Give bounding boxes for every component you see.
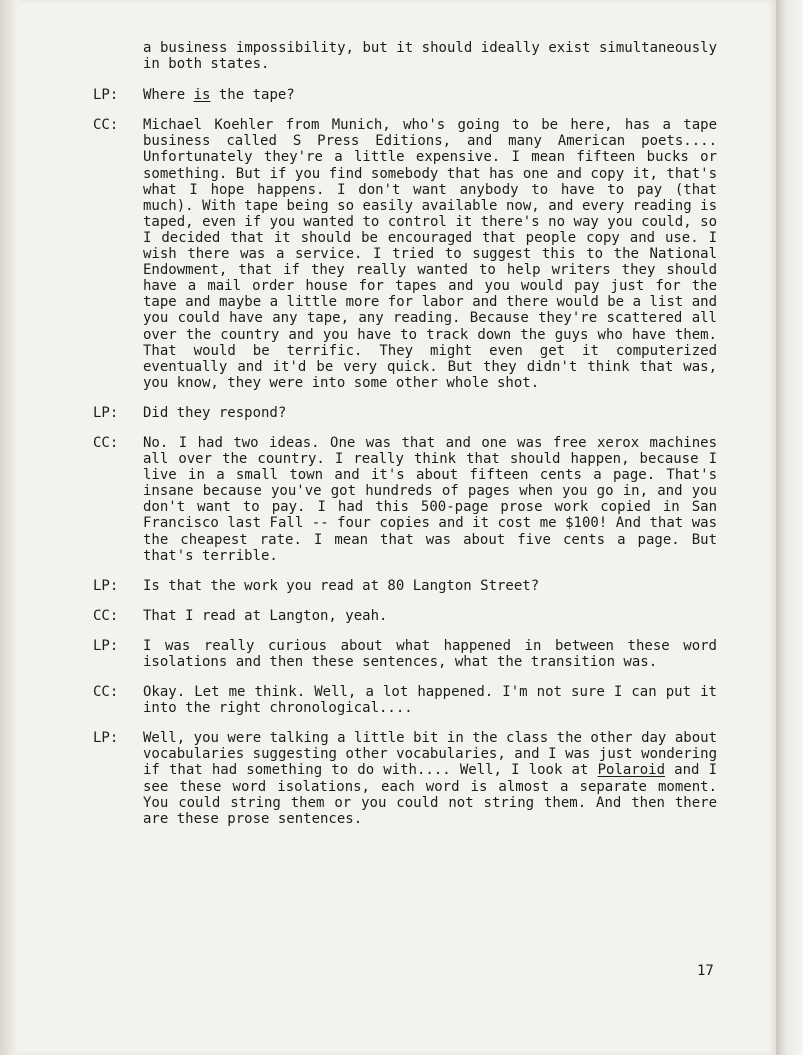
speaker-label: CC: <box>93 117 119 134</box>
speaker-label: CC: <box>93 434 119 451</box>
page-edge-shadow <box>776 0 803 1055</box>
answer-text: That I read at Langton, yeah. <box>143 607 388 624</box>
speaker-label: LP: <box>93 404 119 421</box>
question-text: Where is the tape? <box>143 87 295 104</box>
answer-text: No. I had two ideas. One was that and one was free xerox machines all over the country. I really think that should happen, because I live in a small town and it's about fifteen cents a page. That's insane because you've got hundreds of pages when you go in, and you don't want to pay. I had this 500-page prose work copied in San Francisco last Fall -- four copies and it cost me $100! And that was the cheapest rate. I mean that was about five cents a page. But that's terrible. <box>143 434 717 564</box>
answer-text: Michael Koehler from Munich, who's going to be here, has a tape business called S Press Editions, and many American poets.... Unfortunately they're a little expensive. I mean fifteen bucks or something. But if you find somebody that has one and copy it, that's what I hope happens. I don't want anybody to have to pay (that much). With tape being so easily available now, and every reading is taped, even if you wanted to control it there's no way you could, so I decided that it should be encouraged that people copy and use. I wish there was a service. I tried to suggest this to the National Endowment, that if they really wanted to help writers they should have a mail order house for tapes and you would pay just for the tape and maybe a little more for labor and there would be a list and you could have any tape, any reading. Because they're scattered all over the country and you have to track down the guys who have them. That would be terrific. They might even get it computerized eventually and it'd be very quick. But they didn't think that was, you know, they were into some other whole shot. <box>143 117 717 391</box>
speaker-label: LP: <box>93 87 119 104</box>
page-number: 17 <box>697 963 714 979</box>
speaker-label: CC: <box>93 607 119 624</box>
speaker-label: LP: <box>93 637 119 654</box>
question-text: Did they respond? <box>143 404 287 421</box>
continuation-text: a business impossibility, but it should ideally exist simultaneously in both states. <box>143 40 717 73</box>
answer-4 <box>93 684 717 716</box>
interview-text <box>93 40 717 841</box>
answer-1 <box>93 117 717 391</box>
question-5 <box>93 730 717 827</box>
question-4 <box>93 638 717 670</box>
page-binding-shadow <box>0 0 18 1055</box>
underlined-word: is <box>193 87 211 104</box>
question-text: I was really curious about what happened in between these word isolations and then these sentences, what the transition was. <box>143 637 717 670</box>
question-text: Well, you were talking a little bit in the class the other day about vocabularies suggesting other vocabularies, and I was just wondering if that had something to do with.... Well, I look at Polaroid and I see these word isolations, each word is almost a separate moment. You could string them or you could not string them. And then there are these prose sentences. <box>143 730 717 827</box>
question-3 <box>93 578 717 594</box>
answer-2 <box>93 435 717 564</box>
speaker-label: CC: <box>93 684 119 701</box>
question-text: Is that the work you read at 80 Langton Street? <box>143 577 540 594</box>
speaker-label: LP: <box>93 577 119 594</box>
answer-3 <box>93 608 717 624</box>
question-2 <box>93 405 717 421</box>
underlined-title: Polaroid <box>597 762 665 779</box>
question-1 <box>93 87 717 103</box>
answer-text: Okay. Let me think. Well, a lot happened. I'm not sure I can put it into the right chronological.... <box>143 684 717 717</box>
speaker-label: LP: <box>93 730 119 747</box>
paragraph-continuation <box>93 40 717 72</box>
